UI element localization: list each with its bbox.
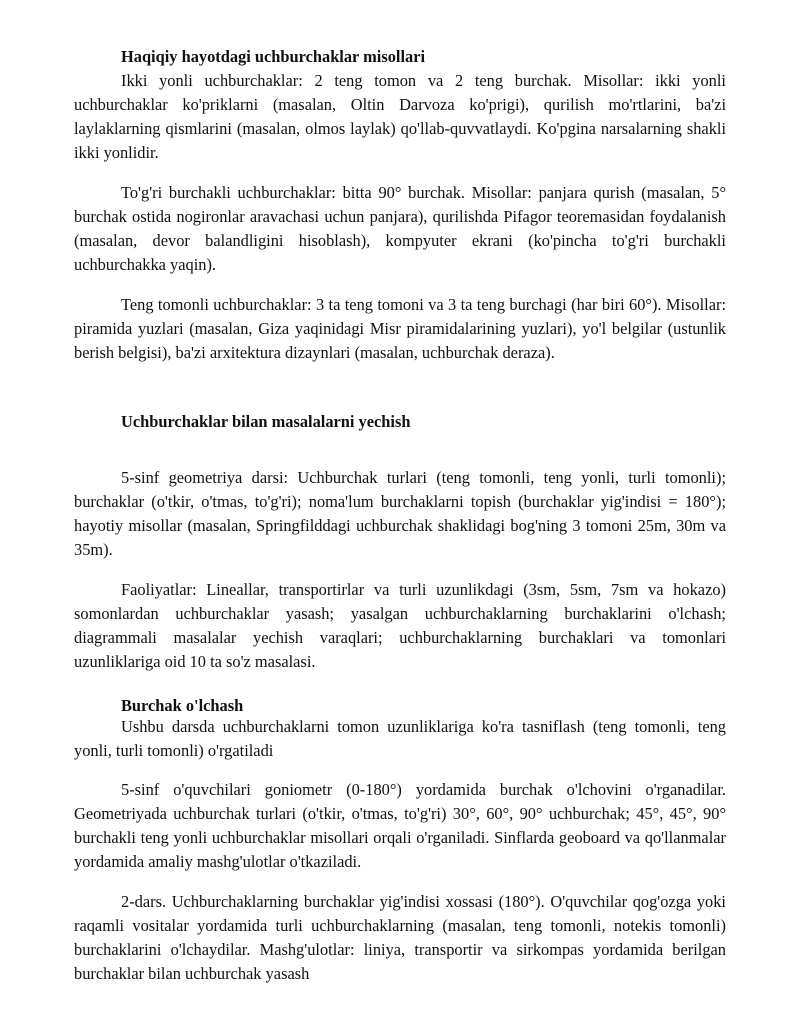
- paragraph-activities: Faoliyatlar: Lineallar, transportirlar va turli uzunlikdagi (3sm, 5sm, 7sm va hokazo) somonlardan uchburchaklar yasash; yasalgan uchburchaklarning burchaklarini o'lchash; diagrammali masalalar yechish varaqlari; uchburchaklarning burchaklari va tomonlari uzunliklariga oid 10 ta so'z masalasi.: [74, 580, 726, 671]
- section-heading-problem-solving: Uchburchaklar bilan masalalarni yechish: [121, 412, 411, 431]
- paragraph-equilateral: Teng tomonli uchburchaklar: 3 ta teng tomoni va 3 ta teng burchagi (har biri 60°). Misollar: piramida yuzlari (masalan, Giza yaqinidagi Misr piramidalarining yuzlari), yo'l belgilar (ustunlik berish belgisi), ba'zi arxitektura dizaynlari (masalan, uchburchak deraza).: [74, 295, 726, 362]
- section-heading-real-life-triangles: Haqiqiy hayotdagi uchburchaklar misollari: [121, 47, 426, 66]
- paragraph-geometry-lesson: 5-sinf geometriya darsi: Uchburchak turlari (teng tomonli, teng yonli, turli tomonli); burchaklar (o'tkir, o'tmas, to'g'ri); noma'lum burchaklarni topish (burchaklar yig'indisi = 180°); hayotiy misollar (masalan, Springfilddagi uchburchak shaklidagi bog'ning 3 tomoni 25m, 30m va 35m).: [74, 468, 726, 559]
- paragraph-isosceles: Ikki yonli uchburchaklar: 2 teng tomon va 2 teng burchak. Misollar: ikki yonli uchburchaklar ko'priklarni (masalan, Oltin Darvoza ko'prigi), qurilish mo'rtlarini, ba'zi laylaklarning qismlarini (masalan, olmos laylak) qo'llab-quvvatlaydi. Ko'pgina narsalarning shakli ikki yonlidir.: [74, 71, 726, 162]
- paragraph-protractor: 5-sinf o'quvchilari goniometr (0-180°) yordamida burchak o'lchovini o'rganadilar. Geometriyada uchburchak turlari (o'tkir, o'tmas, to'g'ri) 30°, 60°, 90° uchburchak; 45°, 45°, 90° burchakli teng yonli uchburchaklar misollari orqali o'rganiladi. Sinflarda geoboard va qo'llanmalar yordamida amaliy mashg'ulotlar o'tkaziladi.: [74, 780, 726, 871]
- paragraph-lesson-two: 2-dars. Uchburchaklarning burchaklar yig'indisi xossasi (180°). O'quvchilar qog'ozga yoki raqamli vositalar yordamida turli uchburchaklarning (masalan, teng tomonli, notekis tomonli) burchaklarini o'lchaydilar. Mashg'ulotlar: liniya, transportir va sirkompas yordamida berilgan burchaklar bilan uchburchak yasash: [74, 892, 726, 983]
- paragraph-right-triangles: To'g'ri burchakli uchburchaklar: bitta 90° burchak. Misollar: panjara qurish (masalan, 5° burchak ostida nogironlar aravachasi uchun panjara), qurilishda Pifagor teoremasidan foydalanish (masalan, devor balandligini hisoblash), kompyuter ekrani (ko'pincha to'g'ri burchakli uchburchakka yaqin).: [74, 183, 726, 274]
- paragraph-lesson-classification: Ushbu darsda uchburchaklarni tomon uzunliklariga ko'ra tasniflash (teng tomonli, teng yonli, turli tomonli) o'rgatiladi: [74, 717, 726, 760]
- section-heading-angle-measurement: Burchak o'lchash: [121, 696, 244, 715]
